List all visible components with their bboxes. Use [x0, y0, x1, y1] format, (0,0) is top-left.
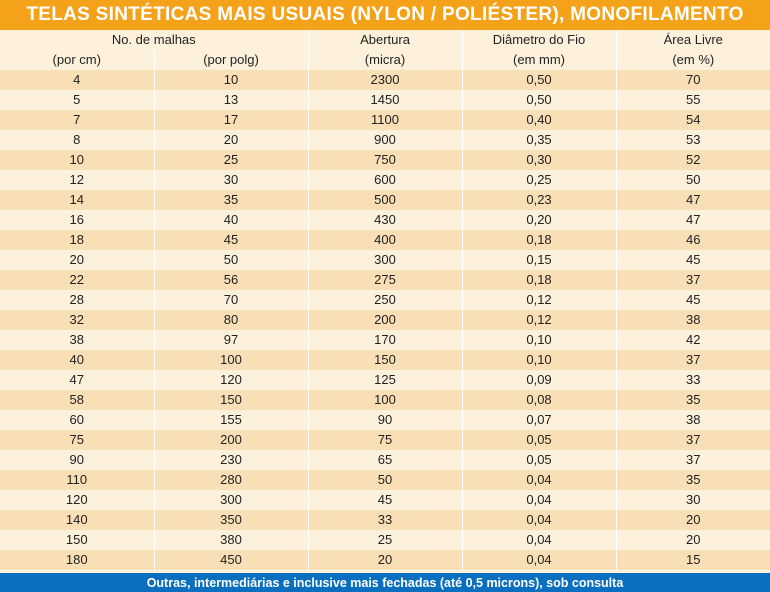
- cell-malhas-por-cm: 150: [0, 530, 154, 550]
- cell-area-livre: 70: [616, 70, 770, 90]
- table-row: [0, 450, 770, 470]
- cell-diametro: 0,18: [462, 270, 616, 290]
- cell-diametro: 0,04: [462, 490, 616, 510]
- cell-abertura: 900: [308, 130, 462, 150]
- cell-area-livre: 54: [616, 110, 770, 130]
- cell-diametro: 0,20: [462, 210, 616, 230]
- cell-diametro: 0,12: [462, 290, 616, 310]
- cell-diametro: 0,04: [462, 510, 616, 530]
- cell-abertura: 600: [308, 170, 462, 190]
- table-row: [0, 490, 770, 510]
- cell-malhas-por-cm: 18: [0, 230, 154, 250]
- cell-diametro: 0,18: [462, 230, 616, 250]
- cell-abertura: 250: [308, 290, 462, 310]
- cell-malhas-por-polg: 30: [154, 170, 308, 190]
- cell-malhas-por-polg: 25: [154, 150, 308, 170]
- cell-malhas-por-cm: 40: [0, 350, 154, 370]
- cell-area-livre: 20: [616, 530, 770, 550]
- cell-area-livre: 20: [616, 510, 770, 530]
- cell-abertura: 400: [308, 230, 462, 250]
- table-row: [0, 110, 770, 130]
- cell-abertura: 1100: [308, 110, 462, 130]
- cell-abertura: 150: [308, 350, 462, 370]
- unit-micra: (micra): [308, 50, 462, 70]
- unit-em-mm: (em mm): [462, 50, 616, 70]
- cell-malhas-por-polg: 150: [154, 390, 308, 410]
- cell-malhas-por-cm: 120: [0, 490, 154, 510]
- cell-abertura: 430: [308, 210, 462, 230]
- cell-malhas-por-cm: 32: [0, 310, 154, 330]
- cell-malhas-por-cm: 4: [0, 70, 154, 90]
- cell-malhas-por-cm: 20: [0, 250, 154, 270]
- cell-malhas-por-cm: 140: [0, 510, 154, 530]
- table-row: [0, 470, 770, 490]
- cell-malhas-por-cm: 90: [0, 450, 154, 470]
- cell-diametro: 0,30: [462, 150, 616, 170]
- cell-abertura: 65: [308, 450, 462, 470]
- header-abertura: Abertura: [308, 30, 462, 50]
- cell-malhas-por-cm: 10: [0, 150, 154, 170]
- cell-malhas-por-cm: 5: [0, 90, 154, 110]
- cell-malhas-por-polg: 45: [154, 230, 308, 250]
- cell-diametro: 0,05: [462, 450, 616, 470]
- unit-por-cm: (por cm): [0, 50, 154, 70]
- table-row: [0, 230, 770, 250]
- cell-area-livre: 47: [616, 210, 770, 230]
- cell-abertura: 300: [308, 250, 462, 270]
- cell-malhas-por-polg: 80: [154, 310, 308, 330]
- table-row: [0, 510, 770, 530]
- cell-diametro: 0,07: [462, 410, 616, 430]
- cell-abertura: 25: [308, 530, 462, 550]
- cell-malhas-por-polg: 70: [154, 290, 308, 310]
- cell-diametro: 0,04: [462, 550, 616, 570]
- cell-malhas-por-polg: 120: [154, 370, 308, 390]
- cell-diametro: 0,35: [462, 130, 616, 150]
- cell-area-livre: 47: [616, 190, 770, 210]
- cell-area-livre: 38: [616, 410, 770, 430]
- cell-diametro: 0,08: [462, 390, 616, 410]
- footer-note: Outras, intermediárias e inclusive mais fechadas (até 0,5 microns), sob consulta: [0, 573, 770, 592]
- cell-malhas-por-polg: 56: [154, 270, 308, 290]
- cell-malhas-por-polg: 280: [154, 470, 308, 490]
- cell-malhas-por-cm: 7: [0, 110, 154, 130]
- cell-malhas-por-cm: 75: [0, 430, 154, 450]
- cell-malhas-por-polg: 380: [154, 530, 308, 550]
- cell-area-livre: 37: [616, 350, 770, 370]
- cell-diametro: 0,40: [462, 110, 616, 130]
- unit-por-polg: (por polg): [154, 50, 308, 70]
- header-diametro: Diâmetro do Fio: [462, 30, 616, 50]
- cell-diametro: 0,12: [462, 310, 616, 330]
- cell-diametro: 0,15: [462, 250, 616, 270]
- cell-malhas-por-cm: 60: [0, 410, 154, 430]
- cell-malhas-por-polg: 97: [154, 330, 308, 350]
- cell-malhas-por-cm: 47: [0, 370, 154, 390]
- table-row: [0, 330, 770, 350]
- cell-diametro: 0,04: [462, 530, 616, 550]
- table-row: [0, 370, 770, 390]
- cell-area-livre: 35: [616, 470, 770, 490]
- cell-malhas-por-cm: 28: [0, 290, 154, 310]
- cell-malhas-por-polg: 20: [154, 130, 308, 150]
- cell-malhas-por-polg: 40: [154, 210, 308, 230]
- cell-abertura: 33: [308, 510, 462, 530]
- table-row: [0, 250, 770, 270]
- cell-malhas-por-polg: 200: [154, 430, 308, 450]
- cell-malhas-por-cm: 8: [0, 130, 154, 150]
- header-malhas: No. de malhas: [0, 30, 308, 50]
- cell-malhas-por-cm: 14: [0, 190, 154, 210]
- cell-area-livre: 38: [616, 310, 770, 330]
- table-row: [0, 530, 770, 550]
- table-row: [0, 310, 770, 330]
- cell-malhas-por-polg: 50: [154, 250, 308, 270]
- table-row: [0, 270, 770, 290]
- cell-area-livre: 42: [616, 330, 770, 350]
- cell-diametro: 0,05: [462, 430, 616, 450]
- cell-malhas-por-polg: 230: [154, 450, 308, 470]
- cell-diametro: 0,50: [462, 90, 616, 110]
- cell-area-livre: 15: [616, 550, 770, 570]
- table-row: [0, 190, 770, 210]
- cell-malhas-por-cm: 16: [0, 210, 154, 230]
- cell-area-livre: 46: [616, 230, 770, 250]
- cell-abertura: 170: [308, 330, 462, 350]
- cell-abertura: 45: [308, 490, 462, 510]
- cell-abertura: 2300: [308, 70, 462, 90]
- cell-diametro: 0,10: [462, 350, 616, 370]
- cell-abertura: 200: [308, 310, 462, 330]
- cell-abertura: 275: [308, 270, 462, 290]
- cell-abertura: 100: [308, 390, 462, 410]
- cell-area-livre: 30: [616, 490, 770, 510]
- table-row: [0, 290, 770, 310]
- cell-malhas-por-polg: 100: [154, 350, 308, 370]
- cell-area-livre: 53: [616, 130, 770, 150]
- table-row: [0, 90, 770, 110]
- cell-diametro: 0,10: [462, 330, 616, 350]
- cell-area-livre: 52: [616, 150, 770, 170]
- cell-malhas-por-polg: 13: [154, 90, 308, 110]
- cell-abertura: 125: [308, 370, 462, 390]
- table-title: TELAS SINTÉTICAS MAIS USUAIS (NYLON / POLIÉSTER), MONOFILAMENTO: [0, 0, 770, 30]
- cell-area-livre: 45: [616, 250, 770, 270]
- cell-malhas-por-cm: 22: [0, 270, 154, 290]
- cell-malhas-por-polg: 155: [154, 410, 308, 430]
- table-row: [0, 70, 770, 90]
- cell-area-livre: 35: [616, 390, 770, 410]
- cell-diametro: 0,04: [462, 470, 616, 490]
- table-row: [0, 150, 770, 170]
- cell-malhas-por-cm: 110: [0, 470, 154, 490]
- cell-malhas-por-polg: 35: [154, 190, 308, 210]
- header-row: [0, 30, 770, 50]
- cell-abertura: 75: [308, 430, 462, 450]
- cell-diametro: 0,23: [462, 190, 616, 210]
- cell-area-livre: 37: [616, 450, 770, 470]
- cell-diametro: 0,09: [462, 370, 616, 390]
- table-row: [0, 210, 770, 230]
- cell-malhas-por-polg: 17: [154, 110, 308, 130]
- table-row: [0, 430, 770, 450]
- unit-em-pct: (em %): [616, 50, 770, 70]
- cell-abertura: 500: [308, 190, 462, 210]
- cell-malhas-por-polg: 300: [154, 490, 308, 510]
- header-area-livre: Área Livre: [616, 30, 770, 50]
- cell-malhas-por-polg: 10: [154, 70, 308, 90]
- cell-area-livre: 33: [616, 370, 770, 390]
- table-row: [0, 170, 770, 190]
- cell-abertura: 750: [308, 150, 462, 170]
- cell-area-livre: 55: [616, 90, 770, 110]
- cell-malhas-por-cm: 58: [0, 390, 154, 410]
- cell-area-livre: 37: [616, 430, 770, 450]
- table-row: [0, 130, 770, 150]
- units-row: [0, 50, 770, 70]
- cell-area-livre: 50: [616, 170, 770, 190]
- cell-malhas-por-cm: 12: [0, 170, 154, 190]
- cell-abertura: 90: [308, 410, 462, 430]
- cell-diametro: 0,25: [462, 170, 616, 190]
- cell-abertura: 50: [308, 470, 462, 490]
- mesh-specs-table: [0, 30, 770, 570]
- cell-area-livre: 45: [616, 290, 770, 310]
- cell-diametro: 0,50: [462, 70, 616, 90]
- cell-malhas-por-polg: 350: [154, 510, 308, 530]
- table-row: [0, 550, 770, 570]
- table-body: [0, 70, 770, 570]
- table-row: [0, 350, 770, 370]
- cell-area-livre: 37: [616, 270, 770, 290]
- cell-abertura: 1450: [308, 90, 462, 110]
- cell-malhas-por-cm: 180: [0, 550, 154, 570]
- table-row: [0, 390, 770, 410]
- table-row: [0, 410, 770, 430]
- cell-malhas-por-polg: 450: [154, 550, 308, 570]
- cell-abertura: 20: [308, 550, 462, 570]
- cell-malhas-por-cm: 38: [0, 330, 154, 350]
